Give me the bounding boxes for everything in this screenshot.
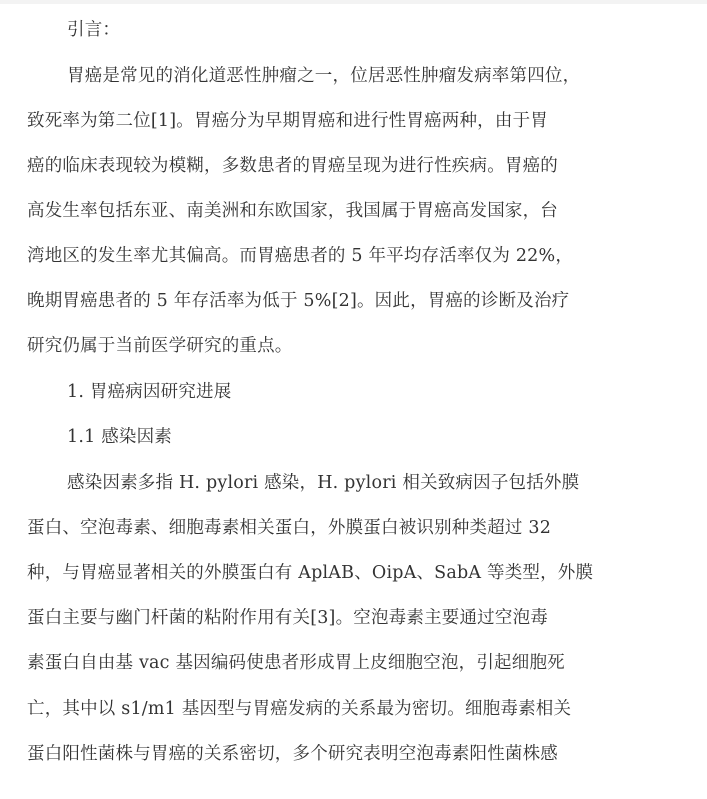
- paragraph-line: 种，与胃癌显著相关的外膜蛋白有 AplAB、OipA、SabA 等类型，外膜: [27, 563, 594, 583]
- paragraph-line: 研究仍属于当前医学研究的重点。: [27, 336, 293, 356]
- paragraph-line: 晚期胃癌患者的 5 年存活率为低于 5%[2]。因此，胃癌的诊断及治疗: [27, 291, 570, 311]
- paragraph-line: 蛋白、空泡毒素、细胞毒素相关蛋白，外膜蛋白被识别种类超过 32: [27, 518, 552, 538]
- top-edge-strip: [0, 0, 707, 4]
- paragraph-line: 致死率为第二位[1]。胃癌分为早期胃癌和进行性胃癌两种，由于胃: [27, 111, 548, 131]
- paragraph-line: 胃癌是常见的消化道恶性肿瘤之一，位居恶性肿瘤发病率第四位，: [67, 66, 581, 86]
- paragraph-line: 蛋白阳性菌株与胃癌的关系密切，多个研究表明空泡毒素阳性菌株感: [27, 744, 558, 764]
- intro-heading: 引言：: [67, 20, 121, 40]
- paragraph-line: 蛋白主要与幽门杆菌的粘附作用有关[3]。空泡毒素主要通过空泡毒: [27, 608, 548, 628]
- paragraph-line: 亡，其中以 s1/m1 基因型与胃癌发病的关系最为密切。细胞毒素相关: [27, 699, 572, 719]
- section-heading: 1. 胃癌病因研究进展: [67, 382, 232, 402]
- paragraph-line: 湾地区的发生率尤其偏高。而胃癌患者的 5 年平均存活率仅为 22%，: [27, 246, 574, 266]
- paragraph-line: 素蛋白自由基 vac 基因编码使患者形成胃上皮细胞空泡，引起细胞死: [27, 653, 565, 673]
- paragraph-line: 感染因素多指 H. pylori 感染，H. pylori 相关致病因子包括外膜: [67, 473, 580, 493]
- paragraph-line: 高发生率包括东亚、南美洲和东欧国家，我国属于胃癌高发国家，台: [27, 201, 558, 221]
- subsection-heading: 1.1 感染因素: [67, 427, 172, 447]
- paragraph-line: 癌的临床表现较为模糊，多数患者的胃癌呈现为进行性疾病。胃癌的: [27, 156, 558, 176]
